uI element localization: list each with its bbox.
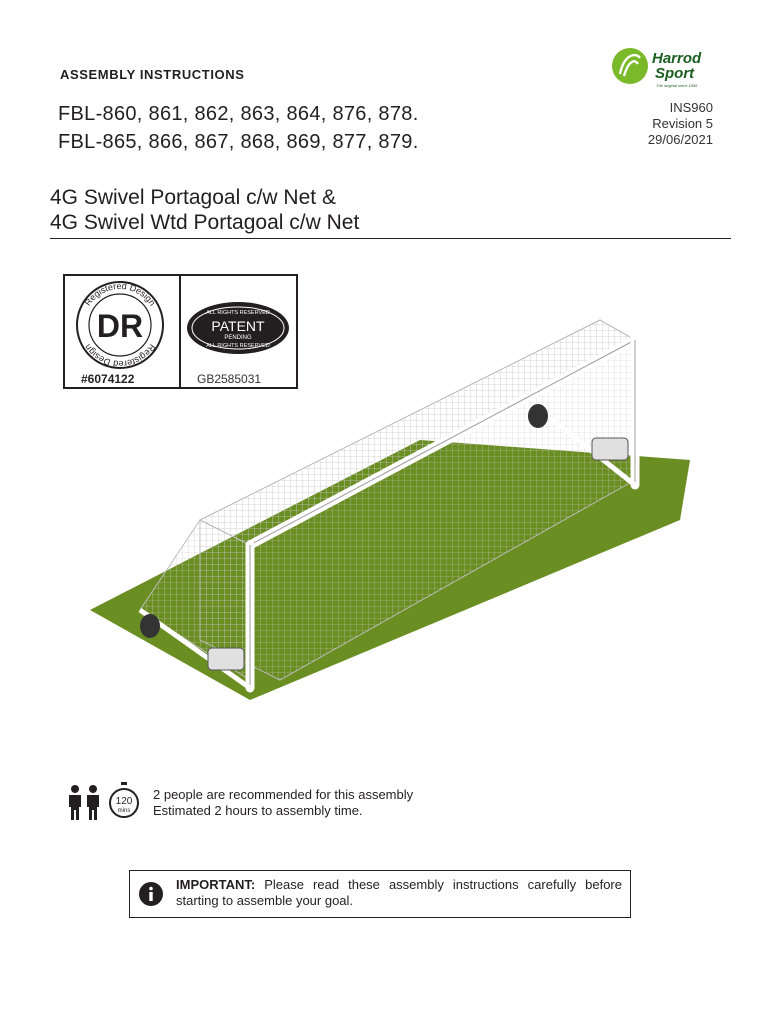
document-date: 29/06/2021 — [647, 132, 713, 147]
info-icon — [138, 881, 164, 907]
stopwatch-icon — [108, 782, 140, 820]
logo-brand-line-2: Sport — [655, 65, 695, 82]
timer-unit: mins — [117, 808, 131, 814]
registered-design-number: #6074122 — [81, 372, 135, 386]
model-numbers-line-1: FBL-860, 861, 862, 863, 864, 876, 878. — [58, 103, 419, 125]
people-recommendation: 2 people are recommended for this assembly — [153, 787, 414, 802]
document-code: INS960 — [669, 100, 713, 115]
goal-weight — [592, 438, 628, 460]
product-title-line-2: 4G Swivel Wtd Portagoal c/w Net — [50, 211, 360, 234]
registered-design-seal — [74, 280, 166, 370]
header-divider — [50, 238, 731, 239]
patent-main-text: PATENT — [211, 318, 265, 334]
goal-weight — [208, 648, 244, 670]
patent-top-text: ALL RIGHTS RESERVED — [206, 310, 270, 316]
document-label: ASSEMBLY INSTRUCTIONS — [60, 67, 245, 82]
harrod-sport-logo — [610, 44, 730, 90]
assembly-time: Estimated 2 hours to assembly time. — [153, 803, 363, 818]
important-text — [176, 877, 622, 909]
patent-pending-stamp — [185, 300, 291, 356]
patent-number: GB2585031 — [197, 372, 262, 386]
logo-tagline: The original since 1956 — [656, 83, 698, 88]
important-body: Please read these assembly instructions carefully before starting to assemble your goal. — [176, 877, 622, 908]
product-title-line-1: 4G Swivel Portagoal c/w Net & — [50, 186, 336, 209]
goal-wheel — [528, 404, 548, 428]
patent-sub-text: PENDING — [224, 335, 252, 341]
svg-text:Registered Design: Registered Design — [82, 342, 158, 370]
registered-design-mark: DR — [96, 308, 144, 344]
two-people-icon — [66, 784, 104, 822]
certification-divider — [179, 274, 181, 389]
important-label: IMPORTANT: — [176, 877, 256, 892]
timer-value: 120 — [115, 796, 133, 807]
goal-wheel — [140, 614, 160, 638]
logo-ball-icon — [612, 48, 648, 84]
registered-design-ring-text: Registered Design — [82, 280, 158, 308]
logo-brand-line-1: Harrod — [652, 50, 702, 67]
document-revision: Revision 5 — [652, 116, 713, 131]
model-numbers-line-2: FBL-865, 866, 867, 868, 869, 877, 879. — [58, 131, 419, 153]
patent-bottom-text: ALL RIGHTS RESERVED — [206, 343, 270, 349]
